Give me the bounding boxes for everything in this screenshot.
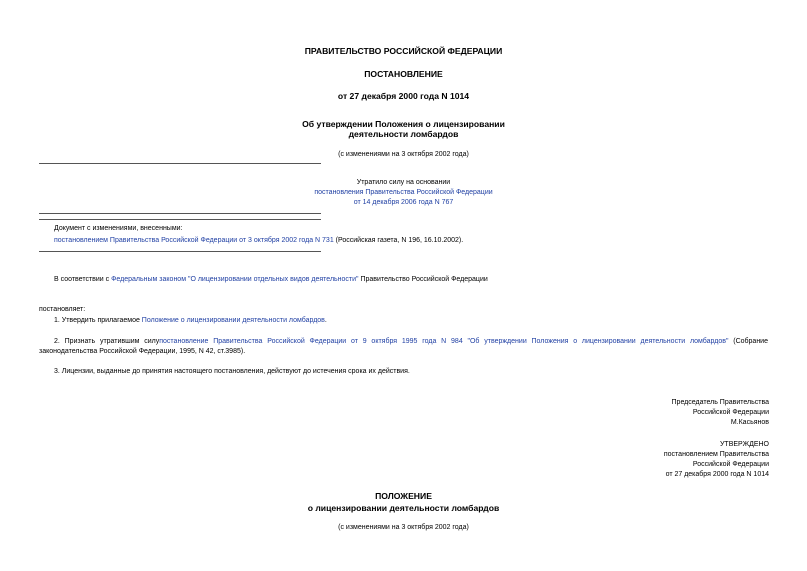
signature-name: М.Касьянов — [730, 419, 769, 426]
federal-law-link[interactable]: Федеральным законом "О лицензировании отдельных видов деятельности" — [111, 276, 359, 283]
changes-label: Документ с изменениями, внесенными: — [54, 225, 183, 232]
regulation-title: ПОЛОЖЕНИЕ — [375, 491, 432, 501]
changes-line — [54, 236, 463, 246]
approval-line4: от 27 декабря 2000 года N 1014 — [665, 471, 769, 478]
void-notice-text: Утратило силу на основании — [356, 179, 451, 186]
item-2-prefix: 2. Признать утратившим силу — [54, 338, 160, 345]
changes-suffix: (Российская газета, N 196, 16.10.2002). — [333, 237, 464, 244]
void-notice-link-line1[interactable]: постановления Правительства Российской Федерации — [314, 189, 493, 196]
item-1 — [54, 316, 327, 326]
divider — [39, 163, 321, 164]
signature-line2: Российской Федерации — [692, 409, 769, 416]
item-2-suffix: (Собрание законодательства Российской Федерации, 1995, N 42, ст.3985). — [39, 338, 768, 355]
regulation-amendments-note: (с изменениями на 3 октября 2002 года) — [338, 524, 469, 531]
divider — [39, 213, 321, 214]
document-title-line1: Об утверждении Положения о лицензировании — [302, 119, 505, 129]
resolves-text: постановляет: — [39, 306, 86, 313]
approval-line1: УТВЕРЖДЕНО — [719, 441, 769, 448]
approval-block — [664, 440, 769, 480]
document-type: ПОСТАНОВЛЕНИЕ — [364, 69, 443, 79]
repealed-resolution-link[interactable]: постановление Правительства Российской Федерации от 9 октября 1995 года N 984 "Об утверждении Положения о лицензировании деятельности ломбардов" — [159, 338, 729, 345]
item-3: 3. Лицензии, выданные до принятия настоящего постановления, действуют до истечения срока их действия. — [54, 368, 410, 375]
item-1-suffix: . — [324, 317, 327, 324]
preamble — [54, 275, 488, 285]
government-heading: ПРАВИТЕЛЬСТВО РОССИЙСКОЙ ФЕДЕРАЦИИ — [304, 46, 503, 56]
approval-line3: Российской Федерации — [692, 461, 769, 468]
regulation-subtitle: о лицензировании деятельности ломбардов — [307, 503, 500, 513]
signature-line1: Председатель Правительства — [671, 399, 769, 406]
approval-line2: постановлением Правительства — [663, 451, 769, 458]
document-date-number: от 27 декабря 2000 года N 1014 — [337, 91, 470, 101]
preamble-prefix: В соответствии с — [54, 276, 112, 283]
regulation-link[interactable]: Положение о лицензировании деятельности ломбардов — [141, 317, 325, 324]
item-2 — [39, 337, 768, 357]
amendments-note: (с изменениями на 3 октября 2002 года) — [338, 151, 469, 158]
signature-block — [672, 398, 769, 428]
changes-link[interactable]: постановлением Правительства Российской Федерации от 3 октября 2002 года N 731 — [54, 237, 334, 244]
item-1-prefix: 1. Утвердить прилагаемое — [54, 317, 142, 324]
divider — [39, 251, 321, 252]
preamble-suffix: Правительство Российской Федерации — [358, 276, 488, 283]
document-title-line2: деятельности ломбардов — [348, 129, 459, 139]
divider — [39, 219, 321, 220]
void-notice-link-line2[interactable]: от 14 декабря 2006 года N 767 — [353, 199, 454, 206]
